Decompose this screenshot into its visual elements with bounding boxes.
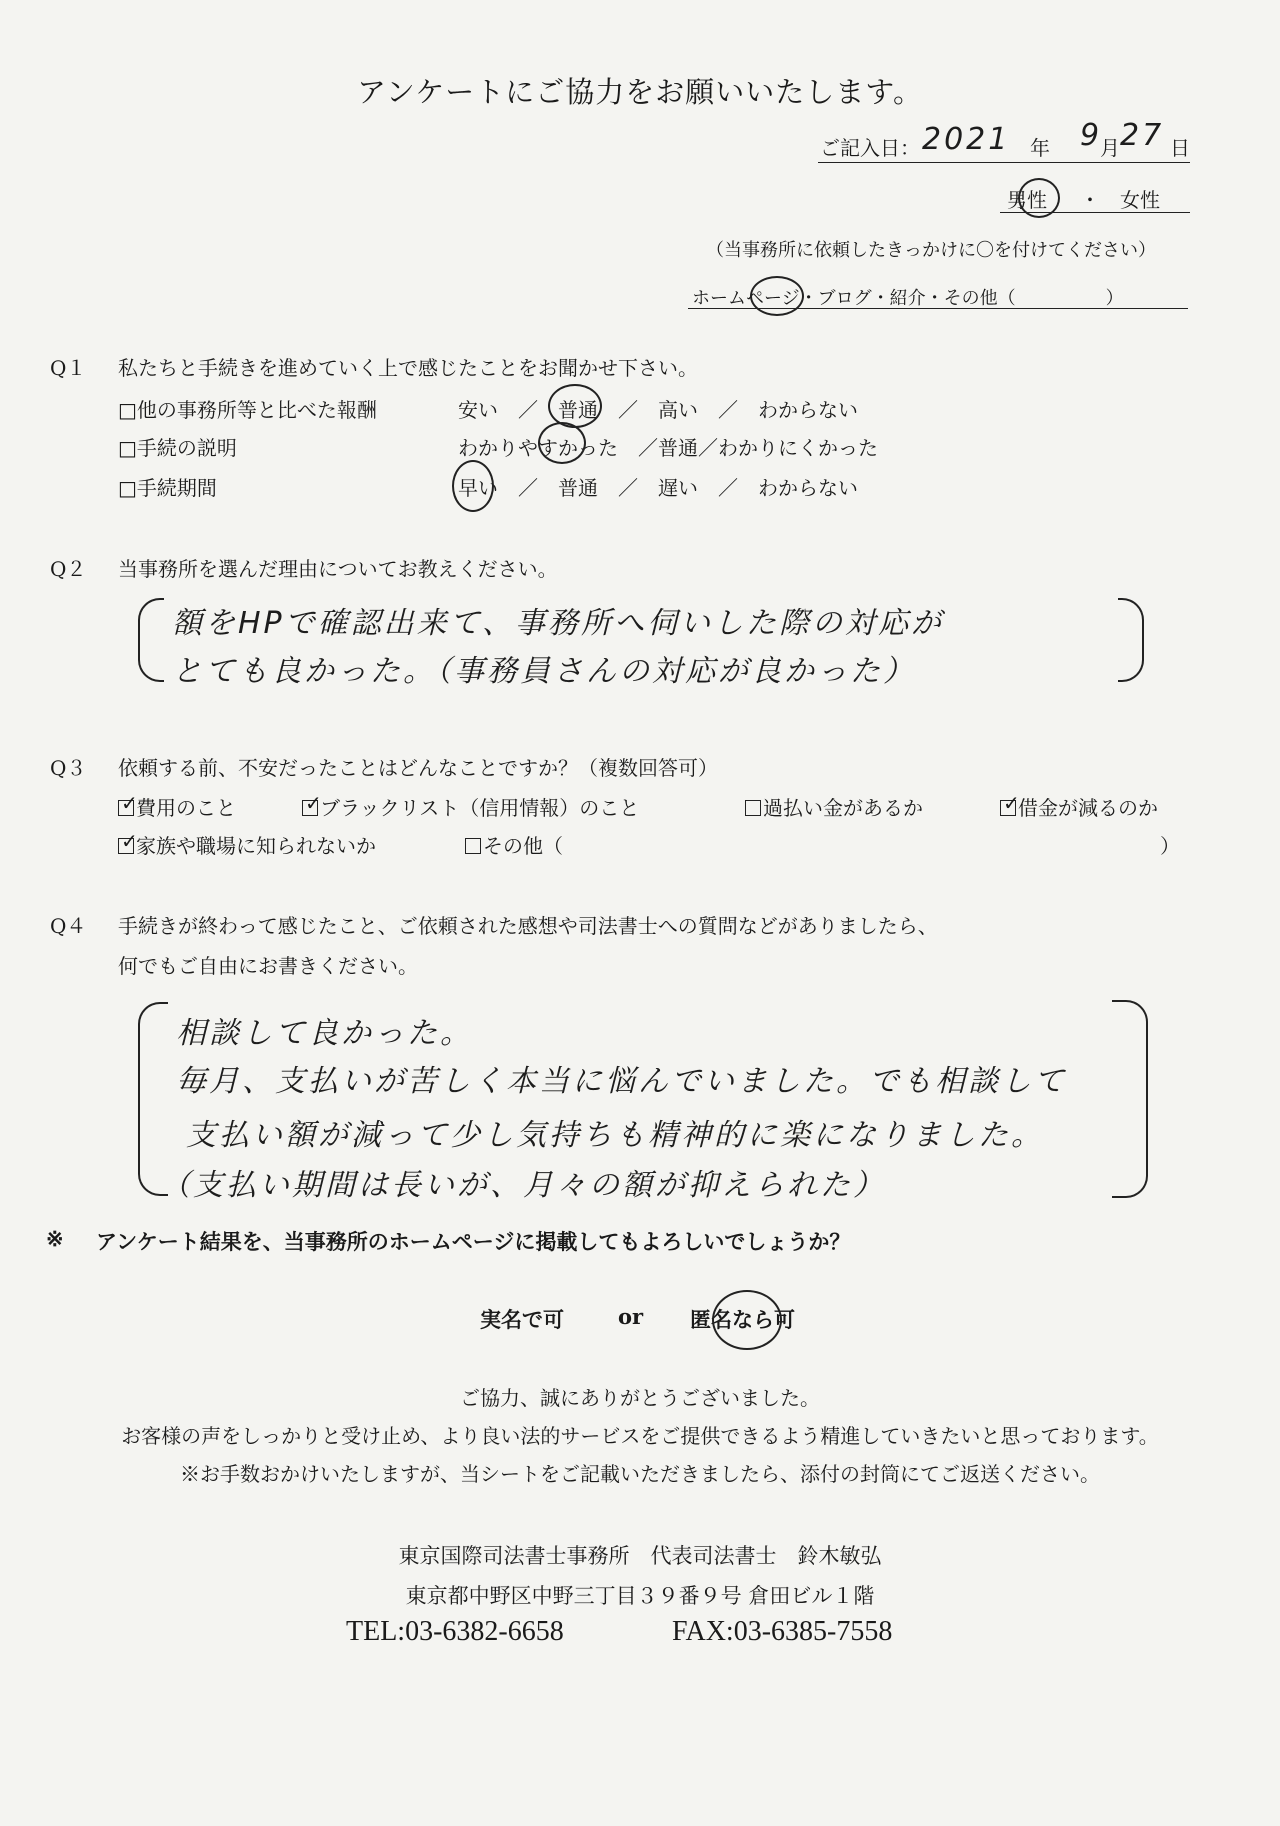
checkbox[interactable] [118,829,138,854]
footer-thanks: ご協力、誠にありがとうございました。 [460,1386,820,1410]
check-mark-icon: ✓ [305,791,322,815]
selection-circle [548,384,602,428]
q3-option-label: 費用のこと [136,796,236,820]
survey-title: アンケートにご協力をお願いいたします。 [357,75,923,109]
q3-other-close: ） [1160,834,1180,858]
q4-question-line2: 何でもご自由にお書きください。 [118,954,418,978]
month-label: 月 [1100,136,1120,160]
q4-label: Q４ [50,914,87,938]
q4-answer-line1: 相談して良かった。 [176,1016,473,1051]
q1-label: Q１ [50,356,87,380]
selection-circle [538,422,586,464]
q3-label: Q３ [50,756,87,780]
q3-option-debt-reduction[interactable] [1000,792,1158,821]
footer-message: お客様の声をしっかりと受け止め、より良い法的サービスをご提供できるよう精進していきたいと思っております。 [121,1424,1159,1448]
option-anonymous[interactable]: 匿名なら可 [690,1307,795,1332]
check-mark-icon: ✓ [1003,791,1020,815]
q3-option-other[interactable] [465,830,563,859]
q3-option-label: ブラックリスト（信用情報）のこと [320,796,640,820]
q1-options-period[interactable]: 早い ／ 普通 ／ 遅い ／ わからない [458,476,858,500]
q1-question: 私たちと手続きを進めていく上で感じたことをお聞かせ下さい。 [118,356,698,380]
date-day: 27 [1120,118,1165,153]
office-name: 東京国際司法書士事務所 代表司法書士 鈴木敏弘 [398,1544,882,1568]
q3-option-family[interactable] [118,830,376,859]
q2-answer-line1: 額をHPで確認出来て、事務所へ伺いした際の対応が [172,606,945,641]
date-month: 9 [1080,118,1103,153]
answer-bracket-left [138,598,164,682]
checkbox[interactable] [1000,791,1020,816]
option-real-name[interactable]: 実名で可 [480,1307,564,1332]
publish-question: アンケート結果を、当事務所のホームページに掲載してもよろしいでしょうか？ [96,1229,851,1254]
q3-option-label: 家族や職場に知られないか [136,834,376,858]
gender-male[interactable]: 男性 [1007,188,1047,212]
gender-female[interactable]: 女性 [1120,188,1160,212]
q1-item-explanation: □手続の説明 [118,436,237,460]
check-mark-icon: ✓ [121,829,138,853]
q3-question: 依頼する前、不安だったことはどんなことですか？（複数回答可） [118,756,718,780]
check-mark-icon: ✓ [121,791,138,815]
referral-options[interactable]: ホームページ・ブログ・紹介・その他（ ） [692,288,1124,309]
day-label: 日 [1170,136,1190,160]
referral-underline [688,308,1188,309]
q1-options-explanation[interactable]: わかりやすかった ／普通／わかりにくかった [458,436,878,460]
year-label: 年 [1030,136,1050,160]
office-tel[interactable]: TEL:03-6382-6658 [346,1616,564,1647]
date-underline [818,162,1190,163]
referral-note: （当事務所に依頼したきっかけに〇を付けてください） [706,240,1156,261]
q2-answer-line2: とても良かった。（事務員さんの対応が良かった） [172,654,916,689]
q1-item-period: □手続期間 [118,476,217,500]
q2-label: Q２ [50,557,87,581]
office-fax: FAX:03-6385-7558 [672,1616,893,1647]
gender-separator: ・ [1080,188,1100,212]
q1-options-fee[interactable]: 安い ／ 普通 ／ 高い ／ わからない [458,398,858,422]
gender-underline [1000,212,1190,213]
office-address: 東京都中野区中野三丁目３９番９号 倉田ビル１階 [405,1584,875,1608]
checkbox[interactable] [465,838,481,854]
selection-circle [750,276,804,316]
q3-option-label: 借金が減るのか [1018,796,1158,820]
checkbox[interactable] [745,800,761,816]
footer-return-note: ※お手数おかけいたしますが、当シートをご記載いただきましたら、添付の封筒にてご返送ください。 [180,1462,1100,1486]
q3-option-label: 過払い金があるか [763,796,923,820]
q2-question: 当事務所を選んだ理由についてお教えください。 [118,557,558,581]
q3-option-blacklist[interactable] [302,792,639,821]
publish-mark: ※ [46,1226,64,1251]
q3-option-label: その他（ [483,834,563,858]
selection-circle [712,1290,782,1350]
checkbox[interactable] [118,791,138,816]
date-label: ご記入日： [820,136,920,160]
answer-bracket-right [1118,598,1144,682]
q3-option-overpayment[interactable] [745,792,923,821]
q4-answer-line3: 支払い額が減って少し気持ちも精神的に楽になりました。 [186,1118,1044,1153]
checkbox[interactable] [302,791,322,816]
q4-answer-line2: 毎月、支払いが苦しく本当に悩んでいました。でも相談して [176,1064,1067,1099]
option-or: or [618,1304,644,1329]
q1-item-fee: □他の事務所等と比べた報酬 [118,398,377,422]
selection-circle [452,460,494,512]
q3-option-cost[interactable] [118,792,236,821]
date-year: 2021 [922,122,1011,157]
answer-bracket-right [1112,1000,1148,1198]
q4-question-line1: 手続きが終わって感じたこと、ご依頼された感想や司法書士への質問などがありましたら、 [118,914,938,938]
q4-answer-line4: （支払い期間は長いが、月々の額が抑えられた） [160,1168,886,1203]
